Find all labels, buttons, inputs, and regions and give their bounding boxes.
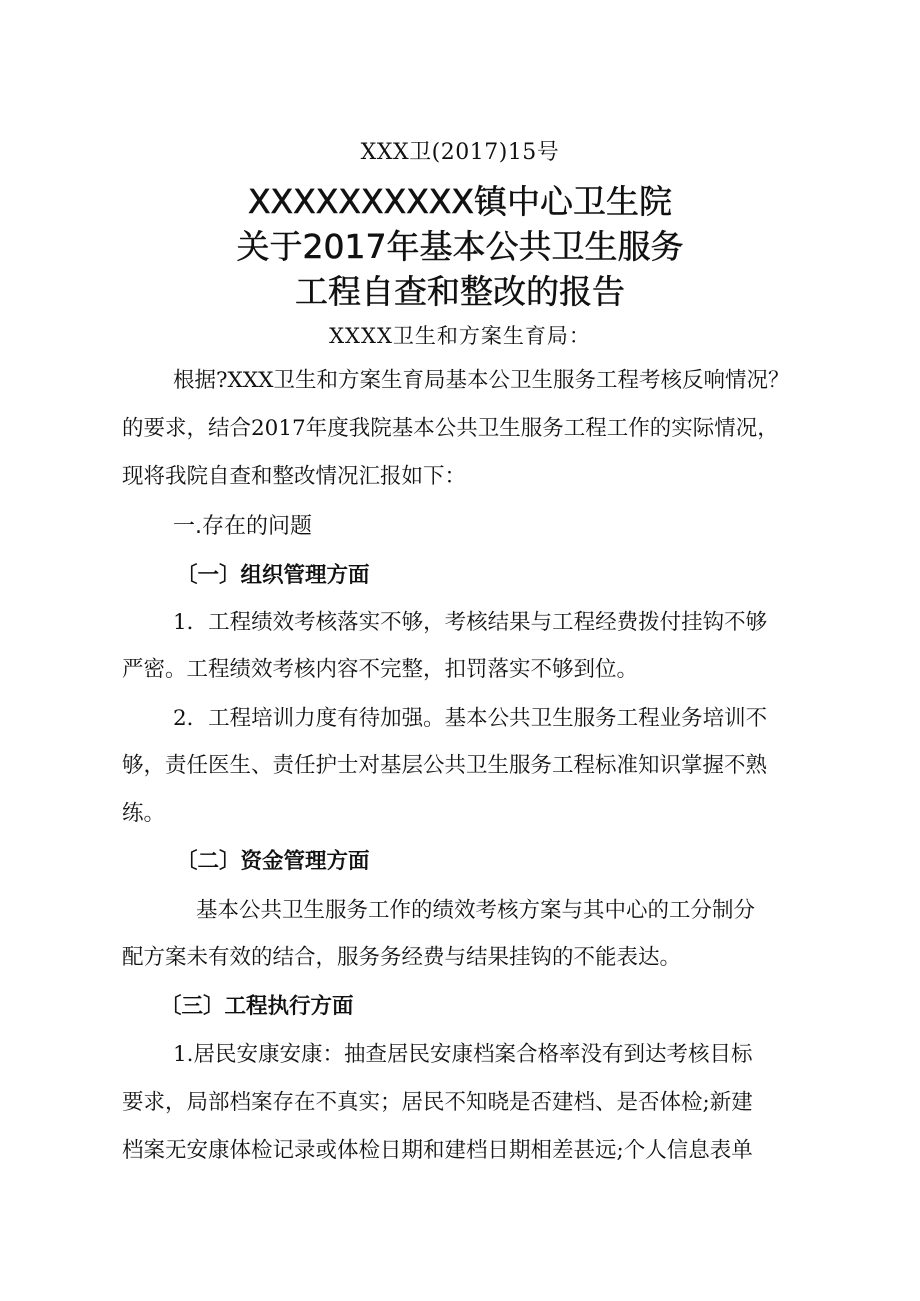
sub1-item1-line-2: 严密。工程绩效考核内容不完整，扣罚落实不够到位。 <box>122 657 639 682</box>
intro-line-2: 的要求，结合2017年度我院基本公共卫生服务工程工作的实际情况， <box>122 416 779 441</box>
subsection-2-heading: 〔二〕资金管理方面 <box>176 849 370 874</box>
subsection-1-heading: 〔一〕组织管理方面 <box>176 563 370 588</box>
sub1-item1-line-1: 1．工程绩效考核落实不够，考核结果与工程经费拨付挂钩不够 <box>173 610 768 635</box>
subsection-3-heading: 〔三〕工程执行方面 <box>160 994 354 1019</box>
sub1-item2-line-3: 练。 <box>122 801 166 826</box>
document-number: XXX卫(2017)15号 <box>360 140 560 165</box>
sub2-line-1: 基本公共卫生服务工作的绩效考核方案与其中心的工分制分 <box>196 898 756 923</box>
title-line-3: 工程自查和整改的报告 <box>295 272 625 311</box>
sub3-item1-line-1: 1.居民安康安康：抽查居民安康档案合格率没有到达考核目标 <box>173 1042 753 1067</box>
intro-line-3: 现将我院自查和整改情况汇报如下： <box>122 464 467 489</box>
title-line-2: 关于2017年基本公共卫生服务 <box>236 227 684 266</box>
sub2-line-2: 配方案未有效的结合，服务务经费与结果挂钩的不能表达。 <box>122 945 682 970</box>
addressee: XXXX卫生和方案生育局： <box>329 324 591 348</box>
intro-line-1: 根据?XXX卫生和方案生育局基本公卫生服务工程考核反响情况？ <box>173 368 790 393</box>
sub3-item1-line-3: 档案无安康体检记录或体检日期和建档日期相差甚远;个人信息表单 <box>122 1138 753 1163</box>
sub1-item2-line-2: 够，责任医生、责任护士对基层公共卫生服务工程标准知识掌握不熟 <box>122 753 768 778</box>
sub3-item1-line-2: 要求，局部档案存在不真实；居民不知晓是否建档、是否体检;新建 <box>122 1090 753 1115</box>
title-line-1: XXXXXXXXXX镇中心卫生院 <box>247 182 673 221</box>
section-1-heading: 一.存在的问题 <box>173 514 312 539</box>
sub1-item2-line-1: 2．工程培训力度有待加强。基本公共卫生服务工程业务培训不 <box>173 706 768 731</box>
